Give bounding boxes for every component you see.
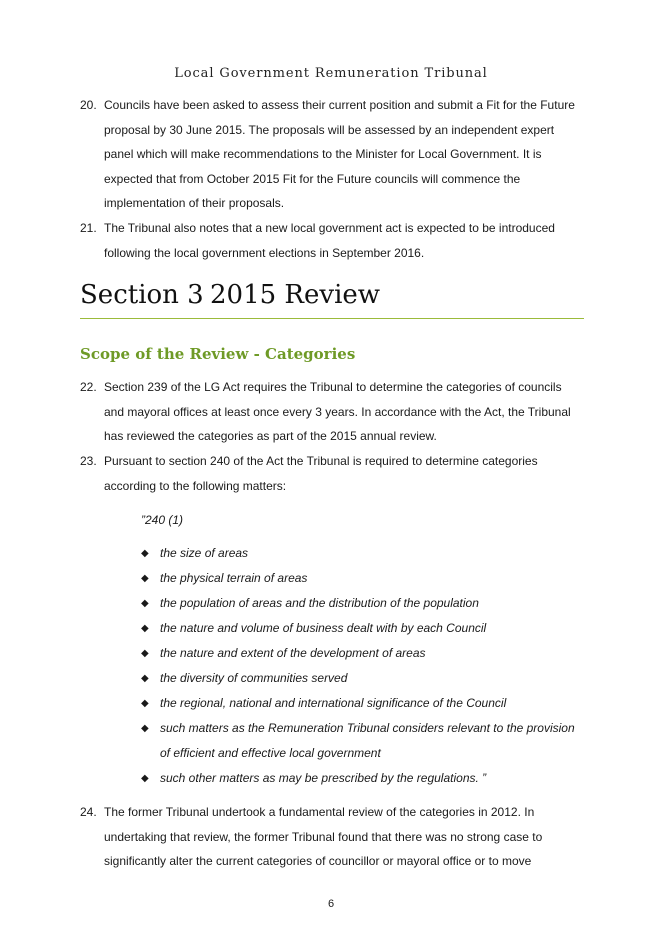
paragraph-number: 23. bbox=[80, 454, 97, 468]
list-item bbox=[141, 616, 591, 641]
list-item-text: the diversity of communities served bbox=[160, 671, 348, 685]
bullet-icon: ◆ bbox=[141, 548, 149, 559]
bullet-icon: ◆ bbox=[141, 573, 149, 584]
list-item-text: the size of areas bbox=[160, 546, 249, 560]
list-item-text: such other matters as may be prescribed by the regulations. ” bbox=[160, 771, 487, 785]
list-item-text: the nature and volume of business dealt with by each Council bbox=[160, 621, 487, 635]
paragraph-number: 22. bbox=[80, 380, 97, 394]
paragraph-line: has reviewed the categories as part of the 2015 annual review. bbox=[104, 429, 437, 443]
list-item bbox=[141, 691, 591, 716]
paragraph-line: The Tribunal also notes that a new local government act is expected to be introduced bbox=[104, 221, 555, 235]
paragraph-line: Pursuant to section 240 of the Act the Tribunal is required to determine categories bbox=[104, 454, 538, 468]
list-item-text: the population of areas and the distribution of the population bbox=[160, 596, 479, 610]
list-item bbox=[141, 541, 591, 566]
paragraph-line: Councils have been asked to assess their current position and submit a Fit for the Future bbox=[104, 98, 575, 112]
paragraph-line: expected that from October 2015 Fit for the Future councils will commence the bbox=[104, 171, 521, 186]
paragraph-line: and mayoral offices at least once every 3 years. In accordance with the Act, the Tribunal bbox=[104, 404, 571, 419]
paragraph-22 bbox=[80, 375, 590, 449]
paragraph-23 bbox=[80, 449, 590, 498]
subheading: Scope of the Review - Categories bbox=[80, 345, 356, 363]
paragraph-20 bbox=[80, 93, 590, 216]
section-title: 2015 Review bbox=[210, 280, 381, 310]
bullet-icon: ◆ bbox=[141, 773, 149, 784]
bullet-icon: ◆ bbox=[141, 648, 149, 659]
bullet-icon: ◆ bbox=[141, 723, 149, 734]
list-item-text: the nature and extent of the development of areas bbox=[160, 646, 426, 660]
paragraph-number: 20. bbox=[80, 98, 97, 112]
list-item bbox=[141, 666, 591, 691]
list-item-text: the physical terrain of areas bbox=[160, 571, 308, 585]
running-header: Local Government Remuneration Tribunal bbox=[174, 66, 488, 81]
section-number: Section 3 bbox=[80, 280, 204, 310]
paragraph-line: proposal by 30 June 2015. The proposals will be assessed by an independent expert bbox=[104, 122, 555, 137]
paragraph-line: undertaking that review, the former Tribunal found that there was no strong case to bbox=[104, 829, 543, 844]
bullet-icon: ◆ bbox=[141, 673, 149, 684]
paragraph-number: 24. bbox=[80, 805, 97, 819]
bullet-icon: ◆ bbox=[141, 698, 149, 709]
list-item bbox=[141, 591, 591, 616]
page-number: 6 bbox=[327, 898, 335, 910]
section-heading bbox=[80, 280, 380, 310]
bullet-icon: ◆ bbox=[141, 623, 149, 634]
paragraph-21 bbox=[80, 216, 590, 265]
quote-opening: ”240 (1) bbox=[141, 513, 184, 527]
list-item-text-continued: of efficient and effective local government bbox=[160, 746, 381, 760]
list-item-text: such matters as the Remuneration Tribunal considers relevant to the provision bbox=[160, 721, 575, 735]
paragraph-line: implementation of their proposals. bbox=[104, 196, 285, 210]
paragraph-line: following the local government elections in September 2016. bbox=[104, 245, 425, 260]
list-item bbox=[141, 716, 591, 766]
criteria-list bbox=[141, 541, 591, 791]
paragraph-line: according to the following matters: bbox=[104, 478, 287, 493]
section-divider bbox=[80, 318, 584, 319]
list-item-text: the regional, national and international significance of the Council bbox=[160, 696, 507, 710]
list-item bbox=[141, 641, 591, 666]
paragraph-24 bbox=[80, 800, 590, 874]
paragraph-line: significantly alter the current categories of councillor or mayoral office or to move bbox=[104, 854, 532, 868]
paragraph-number: 21. bbox=[80, 221, 97, 235]
list-item bbox=[141, 566, 591, 591]
paragraph-line: The former Tribunal undertook a fundamental review of the categories in 2012. In bbox=[104, 805, 535, 819]
bullet-icon: ◆ bbox=[141, 598, 149, 609]
list-item bbox=[141, 766, 591, 791]
paragraph-line: Section 239 of the LG Act requires the Tribunal to determine the categories of councils bbox=[104, 380, 562, 394]
paragraph-line: panel which will make recommendations to the Minister for Local Government. It is bbox=[104, 147, 542, 161]
